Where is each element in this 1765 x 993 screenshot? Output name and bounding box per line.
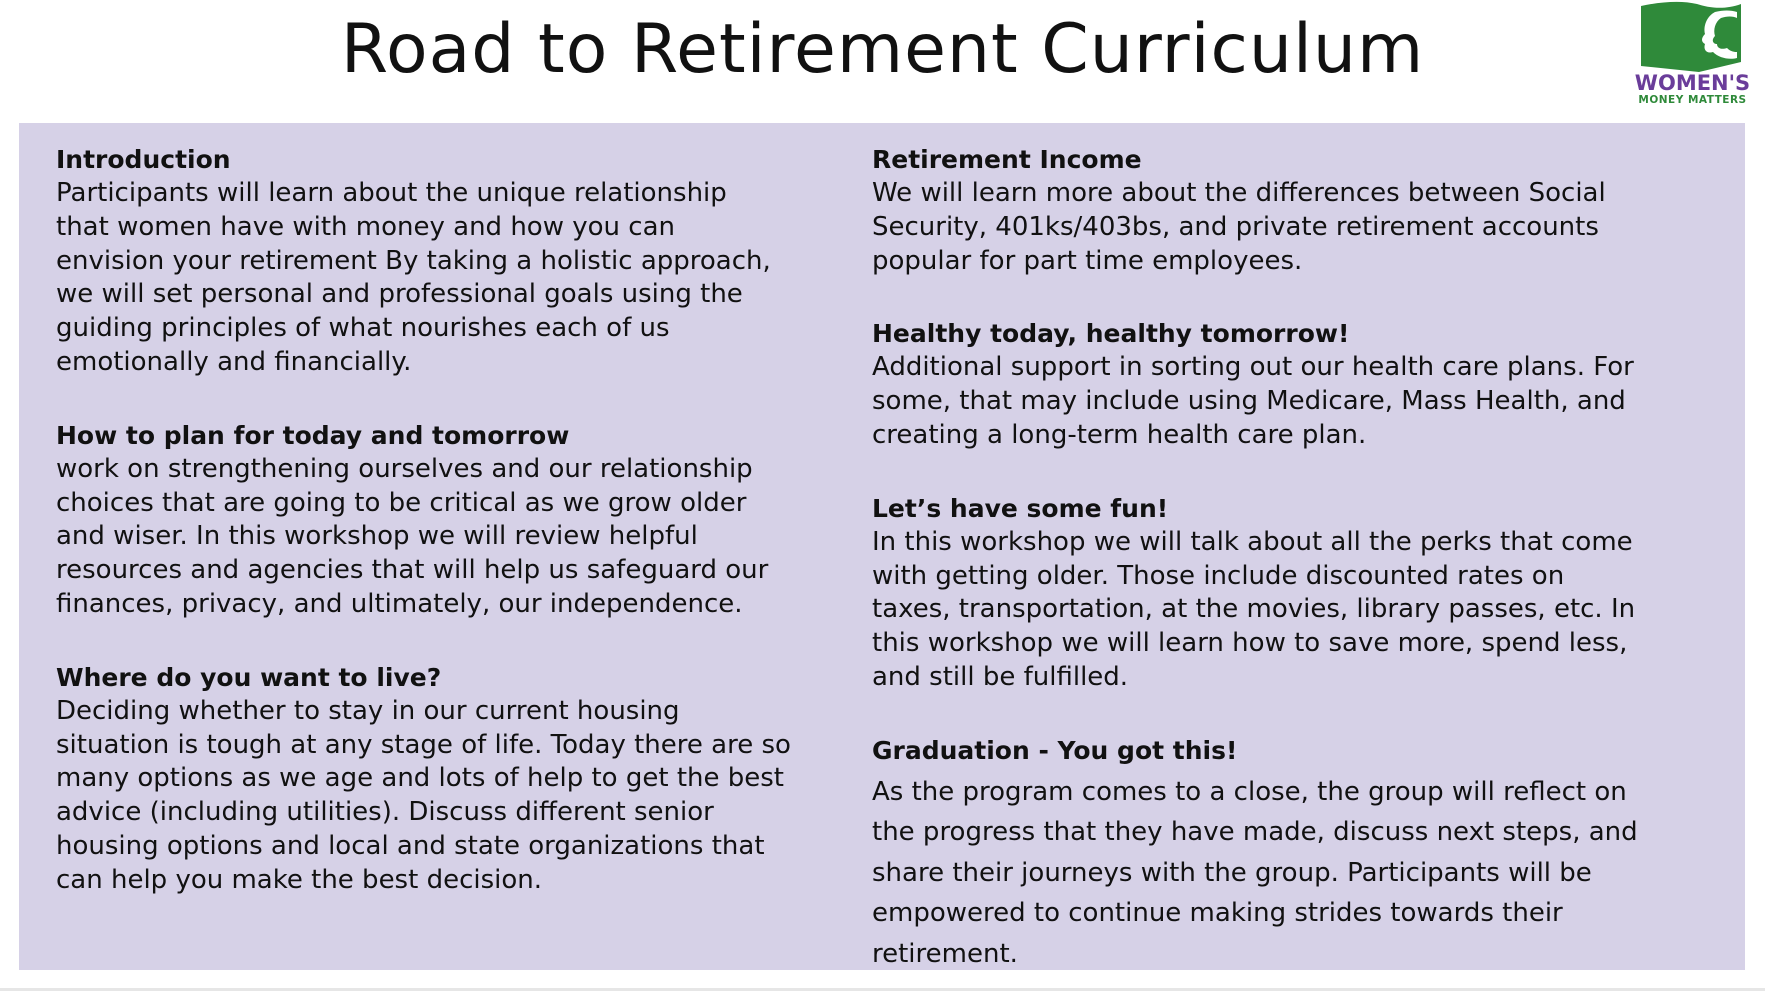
- section-heading: Let’s have some fun!: [872, 493, 1169, 523]
- section-have-fun: [872, 492, 1734, 695]
- section-retirement-income: [872, 143, 1734, 278]
- section-heading: Healthy today, healthy tomorrow!: [872, 319, 1350, 349]
- section-heading: Graduation - You got this!: [872, 735, 1238, 765]
- brand-logo: [1625, 0, 1760, 110]
- page-title: Road to Retirement Curriculum: [340, 10, 1425, 89]
- section-body: work on strengthening ourselves and our relationship choices that are going to be critical as we grow older and wiser. In this workshop we will review helpful resources and agencies that will help us safeguard our finances, privacy, and ultimately, our independence.: [56, 453, 769, 619]
- right-column: [872, 143, 1734, 974]
- section-body: We will learn more about the differences between Social Security, 401ks/403bs, and private retirement accounts popular for part time employees.: [872, 178, 1606, 276]
- section-heading: Introduction: [56, 145, 231, 174]
- section-graduation: [872, 734, 1734, 975]
- section-body: Deciding whether to stay in our current housing situation is tough at any stage of life. Today there are so many options as we age and lots of help to get the best advice (including utilities). Discuss different senior housing options and local and state organizations that can help you make the best decision.: [56, 695, 791, 895]
- logo-text-line2: MONEY MATTERS: [1638, 94, 1747, 106]
- section-introduction: [56, 143, 856, 380]
- left-column: [56, 143, 856, 937]
- section-heading: How to plan for today and tomorrow: [56, 420, 570, 450]
- section-plan-today-tomorrow: [56, 419, 856, 622]
- section-body: As the program comes to a close, the group will reflect on the progress that they have made, discuss next steps, and share their journeys with the group. Participants will be empowered to continue making strides towards their retirement.: [872, 776, 1638, 969]
- section-heading: Where do you want to live?: [56, 662, 442, 692]
- section-where-to-live: [56, 661, 856, 898]
- logo-text-line1: WOMEN'S: [1634, 71, 1751, 95]
- bottom-divider: [0, 988, 1765, 991]
- womens-money-matters-logo-icon: [1637, 0, 1745, 72]
- curriculum-panel: [19, 123, 1745, 970]
- section-body: Participants will learn about the unique relationship that women have with money and how you can envision your retirement By taking a holistic approach, we will set personal and professional goals using the guiding principles of what nourishes each of us emotionally and financially.: [56, 178, 771, 377]
- section-body: Additional support in sorting out our health care plans. For some, that may include using Medicare, Mass Health, and creating a long-term health care plan.: [872, 352, 1634, 450]
- section-healthy-today: [872, 317, 1734, 452]
- section-body: In this workshop we will talk about all the perks that come with getting older. Those include discounted rates on taxes, transportation, at the movies, library passes, etc. In this workshop we will learn how to save more, spend less, and still be fulfilled.: [872, 526, 1636, 692]
- section-heading: Retirement Income: [872, 145, 1142, 174]
